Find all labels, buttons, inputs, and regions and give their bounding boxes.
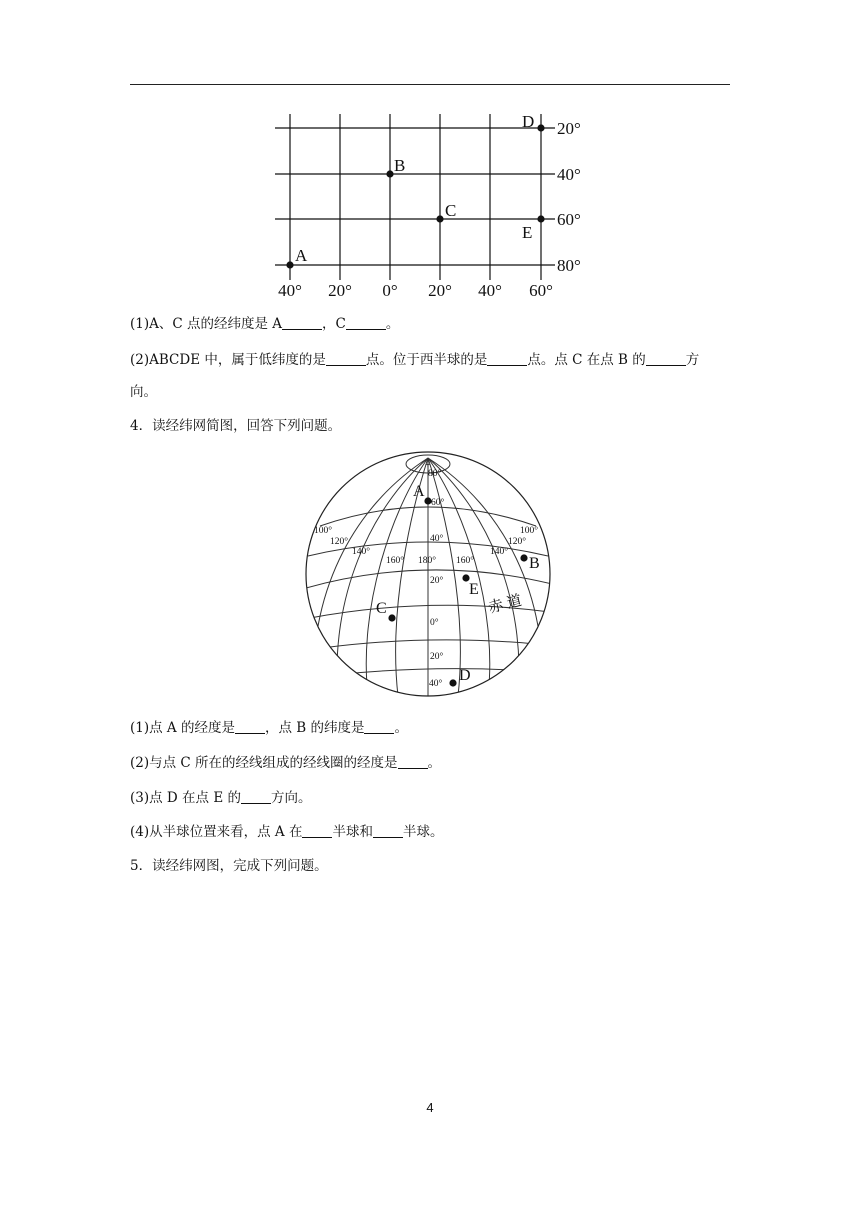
globe-point-b-dot [520,554,527,561]
lat-label-60n: 60° [431,498,445,508]
answer-blank[interactable] [282,315,322,330]
lon-label-120-left: 120° [330,537,349,547]
lat-label-0: 0° [430,618,439,628]
answer-blank[interactable] [646,351,686,366]
header-rule [130,84,730,85]
q4-sub4: (4)从半球位置来看，点 A 在 半球和 半球。 [130,824,444,840]
lon-label-20e: 20° [428,281,452,300]
point-e-label: E [522,223,533,242]
lon-label-160-left: 160° [386,556,405,566]
page-number: 4 [426,1100,434,1115]
lon-label-60e: 60° [529,281,553,300]
q4-sub2: (2)与点 C 所在的经线组成的经线圈的经度是 。 [130,755,442,771]
point-d-label: D [522,112,535,131]
equator-label: 赤 道 [486,592,524,617]
q5-title: 5．读经纬网图，完成下列问题。 [130,858,328,874]
lon-label-120-right: 120° [508,537,527,547]
lon-label-20w: 20° [328,281,352,300]
globe-point-c-label: C [376,600,387,617]
point-b-label: B [394,156,406,175]
point-d-dot [537,124,544,131]
q3-sub2: (2)ABCDE 中，属于低纬度的是 点。位于西半球的是 点。点 C 在点 B 的 方 [130,352,700,368]
pole-lat-label: 80° [428,469,442,479]
globe-figure [300,448,560,702]
lon-label-100-left: 100° [314,526,333,536]
north-pole-marker: + [425,460,431,471]
lon-label-40w: 40° [278,281,302,300]
answer-blank[interactable] [364,719,394,734]
point-c-label: C [445,201,457,220]
lon-label-160-right: 160° [456,556,475,566]
lon-label-0: 0° [382,281,398,300]
point-c-dot [436,215,443,222]
lon-label-40e: 40° [478,281,502,300]
point-a-dot [286,261,293,268]
q3-sub2-cont: 向。 [130,384,157,400]
lon-label-140-right: 140° [490,547,509,557]
grid-lines [275,114,555,280]
answer-blank[interactable] [346,315,386,330]
globe-point-c-dot [388,614,395,621]
point-e-dot [537,215,544,222]
lat-label-60: 60° [557,210,581,229]
globe-point-d-label: D [459,667,471,684]
lat-label-20s: 20° [430,652,444,662]
answer-blank[interactable] [235,719,265,734]
answer-blank[interactable] [487,351,527,366]
globe-point-b-label: B [529,555,540,572]
lat-label-20n: 20° [430,576,444,586]
lon-label-100-right: 100° [520,526,539,536]
globe-point-a-label: A [413,483,425,500]
q3-sub1: (1)A、C 点的经纬度是 A ，C 。 [130,316,400,332]
q4-sub1: (1)点 A 的经度是 ，点 B 的纬度是 。 [130,720,408,736]
point-b-dot [386,170,393,177]
answer-blank[interactable] [398,754,428,769]
answer-blank[interactable] [326,351,366,366]
lat-label-20: 20° [557,119,581,138]
lat-label-80: 80° [557,256,581,275]
q4-sub3: (3)点 D 在点 E 的 方向。 [130,790,312,806]
answer-blank[interactable] [302,823,332,838]
lon-label-140-left: 140° [352,547,371,557]
answer-blank[interactable] [373,823,403,838]
lat-label-40: 40° [557,165,581,184]
lat-label-40s: 40° [429,679,443,689]
answer-blank[interactable] [241,789,271,804]
point-a-label: A [295,246,308,265]
globe-point-d-dot [449,679,456,686]
graticule [306,458,552,696]
globe-point-e-label: E [469,581,479,598]
lat-lon-grid-figure [265,108,595,303]
lat-label-40n: 40° [430,534,444,544]
q4-title: 4．读经纬网简图，回答下列问题。 [130,418,342,434]
lon-label-180: 180° [418,556,437,566]
